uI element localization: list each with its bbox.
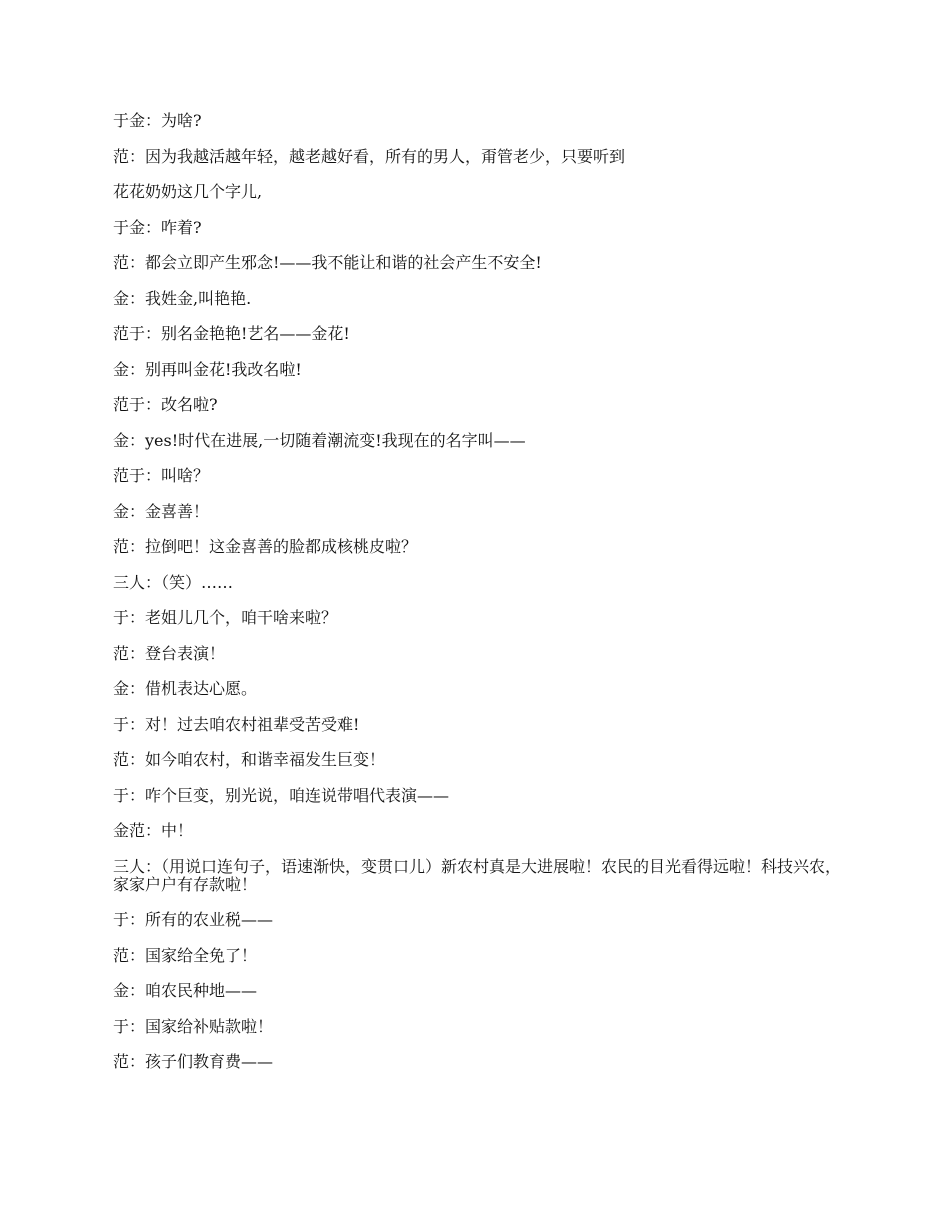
dialogue-line: 范于：叫啥？	[113, 466, 210, 485]
dialogue-line: 范：孩子们教育费——	[113, 1052, 274, 1071]
dialogue-line: 花花奶奶这几个字儿,	[113, 182, 263, 201]
dialogue-line: 于金：咋着?	[113, 217, 202, 237]
dialogue-line: 范于：改名啦?	[113, 395, 218, 414]
dialogue-line: 于：所有的农业税——	[113, 910, 274, 929]
dialogue-line: 金：别再叫金花!我改名啦!	[113, 359, 302, 379]
dialogue-line: 金范：中！	[113, 821, 194, 840]
dialogue-line: 金：咱农民种地——	[113, 981, 258, 1000]
dialogue-line: 范：如今咱农村，和谐幸福发生巨变！	[113, 750, 386, 769]
dialogue-line: 三人：（用说口连句子，语速渐快，变贯口儿）新农村真是大进展啦！农民的目光看得远啦！科技兴农，家家户户有存款啦！	[113, 856, 842, 894]
dialogue-line: 金：金喜善！	[113, 501, 210, 521]
dialogue-line: 金：yes!时代在进展,一切随着潮流变!我现在的名字叫——	[113, 430, 526, 450]
dialogue-line: 范：拉倒吧！这金喜善的脸都成核桃皮啦？	[113, 537, 418, 556]
dialogue-line: 范：国家给全免了！	[113, 945, 258, 965]
dialogue-line: 于金：为啥?	[113, 111, 202, 130]
dialogue-line: 三人：（笑）……	[113, 572, 234, 592]
dialogue-line: 于：老姐儿几个，咱干啥来啦？	[113, 608, 338, 627]
dialogue-line: 金：我姓金,叫艳艳.	[113, 288, 252, 308]
dialogue-line: 范：因为我越活越年轻，越老越好看，所有的男人，甭管老少，只要听到	[113, 146, 626, 166]
dialogue-line: 于：国家给补贴款啦！	[113, 1016, 274, 1036]
dialogue-line: 于：对！过去咱农村祖辈受苦受难!	[113, 714, 360, 734]
dialogue-line: 金：借机表达心愿。	[113, 679, 258, 698]
dialogue-line: 范：登台表演！	[113, 643, 226, 663]
dialogue-line: 范：都会立即产生邪念!——我不能让和谐的社会产生不安全!	[113, 253, 542, 272]
dialogue-line: 范于：别名金艳艳!艺名——金花!	[113, 324, 350, 343]
dialogue-line: 于：咋个巨变，别光说，咱连说带唱代表演——	[113, 785, 450, 805]
script-text	[113, 112, 843, 1089]
